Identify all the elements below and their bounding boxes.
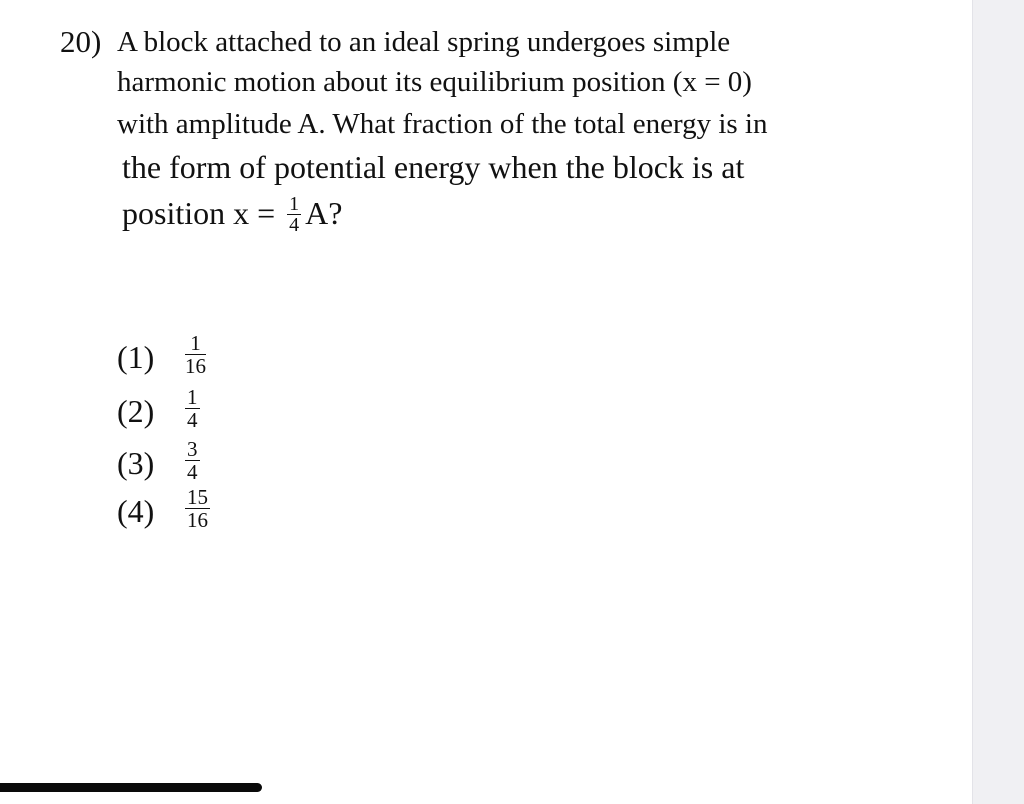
question-text-line-1: A block attached to an ideal spring undergoes simple: [117, 26, 731, 58]
option-fraction-denominator: 4: [187, 460, 198, 484]
option-fraction-numerator: 1: [185, 333, 206, 355]
option-fraction-denominator: 4: [187, 408, 198, 432]
option-fraction: [185, 387, 200, 430]
option-fraction-denominator: 16: [187, 508, 208, 532]
option-fraction-numerator: 15: [187, 485, 208, 509]
question-text-line-4: the form of potential energy when the block is at: [122, 149, 745, 185]
option-label: (2): [117, 393, 155, 429]
question-position-prefix: position x =: [122, 195, 276, 231]
question-text-line-5: [122, 193, 342, 236]
question-fraction-denominator: 4: [289, 214, 300, 237]
option-label: (3): [117, 445, 155, 481]
option-fraction: [185, 439, 200, 482]
page-right-margin: [972, 0, 1024, 804]
question-text-line-3: with amplitude A. What fraction of the total energy is in: [117, 108, 768, 140]
option-fraction: [185, 487, 210, 530]
option-fraction-denominator: 16: [185, 354, 206, 378]
question-fraction: [287, 193, 301, 237]
question-text-line-2: harmonic motion about its equilibrium position (x = 0): [117, 66, 752, 98]
option-fraction: [185, 333, 206, 376]
option-fraction-numerator: 1: [187, 385, 198, 409]
option-label: (1): [117, 339, 155, 375]
question-number: 20): [60, 24, 102, 59]
option-fraction-numerator: 3: [187, 437, 198, 461]
question-fraction-numerator: 1: [289, 193, 300, 216]
home-indicator-bar[interactable]: [0, 783, 262, 792]
option-label: (4): [117, 493, 155, 529]
question-position-suffix: A?: [305, 195, 343, 231]
